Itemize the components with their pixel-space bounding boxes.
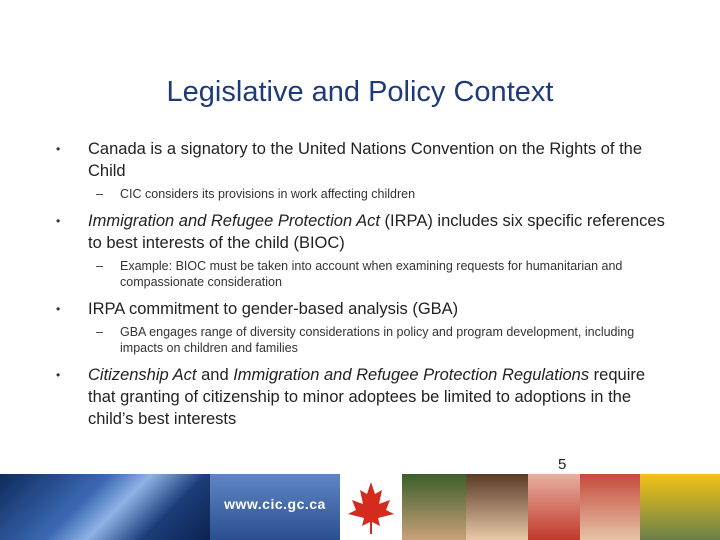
bullet-italic-text: Citizenship Act	[88, 366, 197, 384]
footer-photo-children	[580, 474, 640, 540]
bullet-list	[56, 138, 666, 430]
bullet-text: require that granting of citizenship to minor adoptees be limited to adoptions in the child’s best interests	[88, 366, 646, 428]
page-number: 5	[558, 456, 567, 473]
footer-url[interactable]: www.cic.gc.ca	[224, 496, 326, 512]
bullet-text: and	[196, 366, 234, 384]
sub-bullet-text: Example: BIOC must be taken into account when examining requests for humanitarian and compassionate consideration	[120, 259, 623, 289]
sub-bullet-item	[56, 324, 666, 356]
footer-photo-child	[402, 474, 466, 540]
slide-title: Legislative and Policy Context	[166, 76, 554, 108]
bullet-marker: •	[56, 302, 61, 316]
bullet-italic-text: Immigration and Refugee Protection Regulations	[233, 366, 590, 384]
footer-photo-worker	[640, 474, 720, 540]
bullet-item	[56, 364, 666, 430]
sub-bullet-text: GBA engages range of diversity considerations in policy and program development, including impacts on children and families	[120, 325, 635, 355]
footer-image-keyboard	[0, 474, 210, 540]
bullet-text: (IRPA) includes six specific references to best interests of the child (BIOC)	[88, 212, 665, 252]
footer-photo-girl-flag	[528, 474, 580, 540]
maple-leaf-icon	[340, 474, 402, 540]
sub-bullet-marker: –	[96, 187, 103, 201]
maple-leaf-logo	[340, 474, 402, 540]
bullet-item	[56, 210, 666, 254]
sub-bullet-text: CIC considers its provisions in work affecting children	[120, 187, 416, 201]
bullet-item	[56, 298, 666, 320]
bullet-text: Canada is a signatory to the United Nations Convention on the Rights of the Child	[88, 140, 643, 180]
bullet-marker: •	[56, 142, 61, 156]
bullet-item	[56, 138, 666, 182]
footer-photo-woman	[466, 474, 528, 540]
bullet-italic-text: Immigration and Refugee Protection Act	[88, 212, 380, 230]
footer-banner	[0, 474, 720, 540]
sub-bullet-marker: –	[96, 259, 103, 273]
sub-bullet-item	[56, 186, 666, 202]
bullet-marker: •	[56, 214, 61, 228]
footer-url-block	[210, 474, 340, 540]
sub-bullet-item	[56, 258, 666, 290]
bullet-marker: •	[56, 368, 61, 382]
sub-bullet-marker: –	[96, 325, 103, 339]
bullet-text: IRPA commitment to gender-based analysis (GBA)	[88, 300, 459, 318]
